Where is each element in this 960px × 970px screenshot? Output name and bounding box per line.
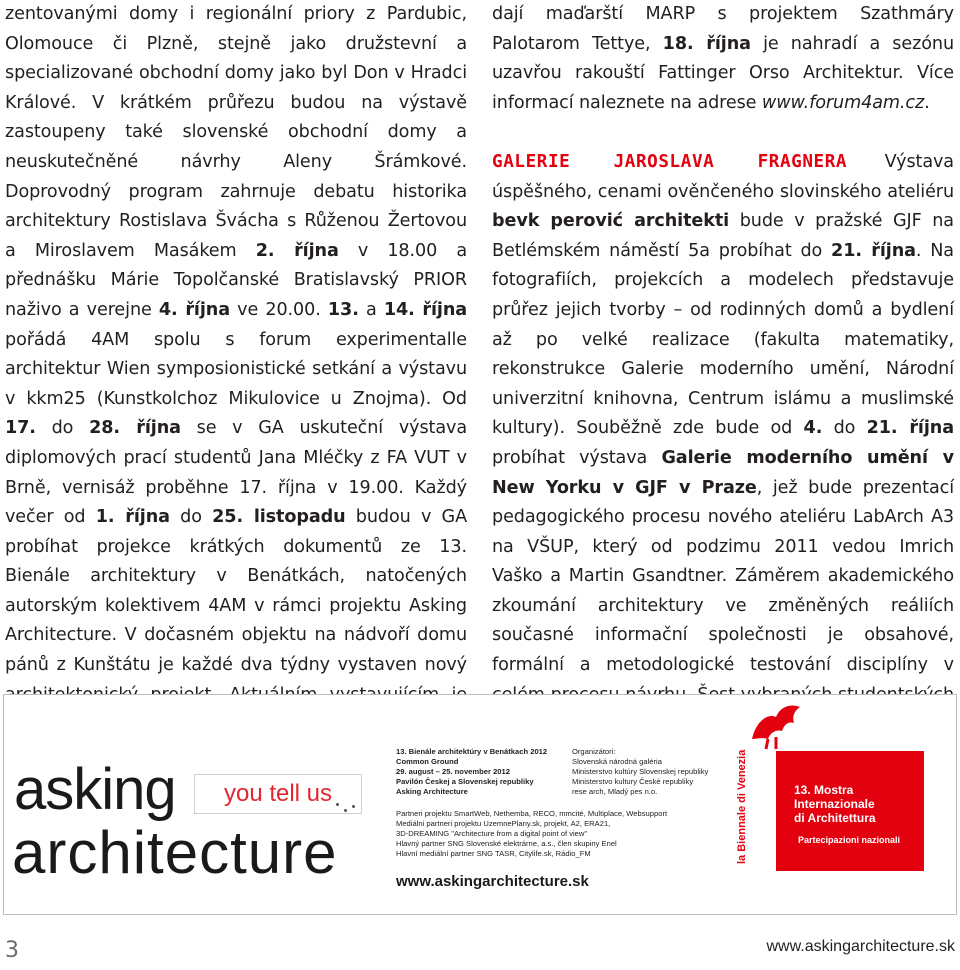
ad-tagline-box: you tell us	[194, 774, 362, 814]
left-paragraph: zentovanými domy i regionální priory z Pardubic, Olomouce či Plzně, stejně jako družstevní a specializované obchodní domy jako byl Don v Hradci Králové. V krátkém průřezu budou na výstavě zastoupeny také slovenské obchodní domy a neuskutečněné návrhy Aleny Šrámkové. Doprovodný program zahrnuje debatu historika architektury Rostislava Švácha s Růženou Žertovou a Miroslavem Masákem 2. října v 18.00 a přednášku Márie Topolčanské Bratislavský PRIOR naživo a verejne 4. října ve 20.00. 13. a 14. října pořádá 4AM spolu s forum experimentalle architektur Wien symposionistické setkání a výstavu v kkm25 (Kunstkolchoz Mikulovice u Znojma). Od 17. do 28. října se v GA uskuteční výstava diplomových prací studentů Jana Mléčky z FA VUT v Brně, vernisáž proběhne 17. října v 19.00. Každý večer od 1. října do 25. listopadu budou v GA probíhat projekce krátkých dokumentů ze 13. Bienále architektury v Benátkách, natočených autorským kolektivem 4AM v rámci projektu Asking Architecture. V dočasném objektu na nádvoří domu pánů z Kunštátu je každé dva týdny vystaven nový	[5, 4, 468, 676]
right-paragraph-2: GALERIE JAROSLAVA FRAGNERA Výstava úspěšného, cenami ověnčeného slovinského ateliéru bevk perović architekti bude v pražské GJF na Betlémském náměstí 5a probíhat do 21. října. Na fotografiích, projekcích a modelech představuje průřez jejich tvorby – od rodinných domů a bydlení až po velké realizace (fakulta matematiky, rekonstrukce Galerie moderního umění, Národní univerzitní knihovna, Centrum islámu a muslimské kultury). Souběžně zde bude od 4. do 21. října probíhat výstava Galerie moderního umění v New Yorku v GJF v Praze, jež bude prezentací pedagogického procesu nového ateliéru LabArch A3 na VŠUP, který od podzimu 2011 vedou Imrich Vaško a Martin Gsandtner. Záměrem akademického zkoumání architektury ve změněných reáliích současné informační společnosti je obsahové, formální a metodologické testování disciplíny v	[492, 151, 954, 676]
asking-architecture-ad[interactable]	[3, 694, 957, 915]
right-column	[492, 0, 954, 740]
footer-website-link[interactable]: www.askingarchitecture.sk	[766, 938, 955, 955]
partecipazioni-label: Partecipazioni nazionali	[798, 835, 901, 845]
left-column	[5, 0, 467, 740]
ad-exhibition-info: 13. Bienále architektúry v Benátkach 2012 Common Ground 29. august – 25. november 2012 Pavilón Českej a Slovenskej republiky Asking Architecture	[396, 747, 548, 796]
ad-logo-architecture: architecture	[12, 819, 338, 886]
biennale-vertical-label: la Biennale di Venezia	[736, 749, 748, 864]
forum4am-link[interactable]: www.forum4am.cz	[761, 92, 925, 113]
biennale-lion-icon	[746, 699, 806, 751]
mostra-title: 13. Mostra Internazionale di Architettura	[794, 783, 876, 825]
right-paragraph-1: dají maďarští MARP s projektem Szathmáry Palotarom Tettye, 18. října je nahradí a sezónu uzavřou rakouští Fattinger Orso Architektur. Více informací naleznete na adrese www.forum4am.cz.	[492, 4, 955, 113]
ad-website-link[interactable]: www.askingarchitecture.sk	[396, 873, 589, 890]
page-number: 3	[5, 938, 19, 963]
ad-organizers: Organizátori: Slovenská národná galéria Ministerstvo kultúry Slovenskej republiky Ministerstvo kultury České republiky rese arch, Mladý pes n.o.	[572, 747, 709, 796]
mostra-red-block	[776, 751, 924, 871]
section-heading: GALERIE JAROSLAVA FRAGNERA	[492, 151, 848, 172]
ad-logo-asking: asking	[14, 757, 176, 822]
ad-partners: Partneri projektu SmartWeb, Nethemba, RECO, mmcité, Multiplace, Websupport Mediálni partneri projektu UzemnePlany.sk, projekt, A2, ERA21, 3D-DREAMING "Architecture from a digital point of view" Hlavný partner SNG Slovenské elektrárne, a.s., člen skupiny Enel Hlavní mediální partner SNG TASR, Citylife.sk, Rádio_FM	[396, 809, 668, 858]
